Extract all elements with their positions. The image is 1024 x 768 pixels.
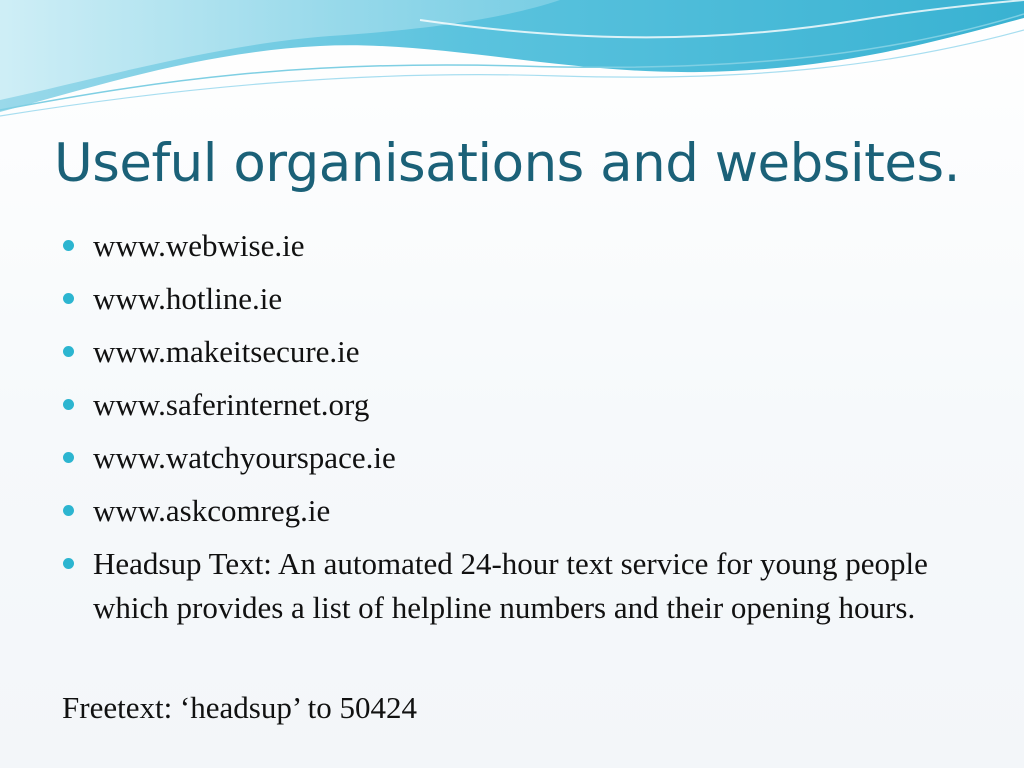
link-hotline[interactable]: www.hotline.ie — [93, 281, 283, 316]
bullet-dot-icon — [63, 240, 74, 251]
bullet-dot-icon — [63, 399, 74, 410]
bullet-dot-icon — [63, 293, 74, 304]
bullet-list — [62, 224, 952, 630]
list-item — [62, 383, 952, 436]
header-wave-decoration — [0, 0, 1024, 130]
link-makeitsecure[interactable]: www.makeitsecure.ie — [93, 334, 360, 369]
list-item — [62, 330, 952, 383]
slide-title: Useful organisations and websites. — [54, 133, 960, 194]
bullet-dot-icon — [63, 346, 74, 357]
bullet-dot-icon — [63, 452, 74, 463]
list-item — [62, 224, 952, 277]
link-saferinternet[interactable]: www.saferinternet.org — [93, 387, 370, 422]
headsup-description: Headsup Text: An automated 24-hour text service for young people which provides a list of helpline numbers and their opening hours. — [93, 546, 928, 625]
list-item — [62, 436, 952, 489]
bullet-dot-icon — [63, 505, 74, 516]
link-watchyourspace[interactable]: www.watchyourspace.ie — [93, 440, 396, 475]
list-item — [62, 489, 952, 542]
bullet-dot-icon — [63, 558, 74, 569]
list-item-headsup — [62, 542, 943, 630]
link-webwise[interactable]: www.webwise.ie — [93, 228, 305, 263]
freetext-instruction: Freetext: ‘headsup’ to 50424 — [62, 690, 417, 725]
link-askcomreg[interactable]: www.askcomreg.ie — [93, 493, 331, 528]
list-item — [62, 277, 952, 330]
